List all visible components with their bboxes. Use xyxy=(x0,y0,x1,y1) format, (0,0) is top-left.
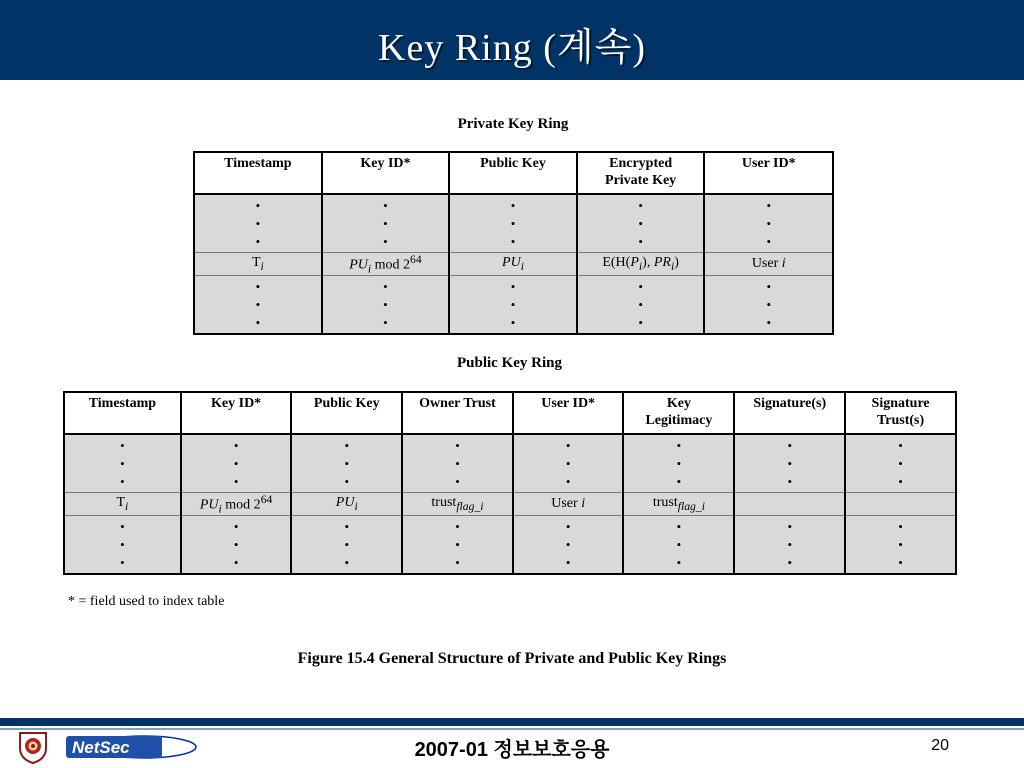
key-cell: trust$_{flag\_i}$ xyxy=(402,493,513,516)
slide-title: Key Ring (계속) xyxy=(378,27,646,69)
header-cell: User ID* xyxy=(704,152,833,194)
footer-bar xyxy=(0,718,1024,726)
header-cell: Signature(s) xyxy=(734,392,845,434)
key-cell: $E(H(P_i)$, $PR_i$) xyxy=(577,253,705,276)
figure-caption: Figure 15.4 General Structure of Private and Public Key Rings xyxy=(297,650,727,667)
netsec-logo-text: NetSec xyxy=(72,738,130,757)
key-cell: $PU_i$ xyxy=(291,493,402,516)
header-cell: Owner Trust xyxy=(402,392,513,434)
header-cell: Encrypted Private Key xyxy=(577,152,705,194)
header-cell: Timestamp xyxy=(64,392,181,434)
key-cell: $T_i$ xyxy=(64,493,181,516)
footer-divider xyxy=(0,728,1024,730)
ellipsis-row: • • • • • • • • • • • • • • • • • • • • • • • • xyxy=(64,516,956,575)
header-cell: Timestamp xyxy=(194,152,322,194)
ellipsis-row: • • • • • • • • • • • • • • • xyxy=(194,194,833,253)
private-ring-caption: Private Key Ring xyxy=(457,116,569,132)
header-cell: Public Key xyxy=(291,392,402,434)
key-row xyxy=(64,493,956,516)
public-ring-caption: Public Key Ring xyxy=(456,355,562,371)
key-cell: trust$_{flag\_i}$ xyxy=(623,493,734,516)
key-cell: User i xyxy=(704,253,833,276)
private-key-ring-table xyxy=(193,151,834,335)
key-cell: $PU_i$ mod $2^{64}$ xyxy=(322,253,449,276)
header-cell: Public Key xyxy=(449,152,577,194)
footnote: * = field used to index table xyxy=(68,594,225,609)
footer-course: 2007-01 정보보호응용 xyxy=(414,739,610,761)
header-cell: Key ID* xyxy=(322,152,449,194)
key-cell: $PU_i$ mod $2^{64}$ xyxy=(181,493,292,516)
ellipsis-row: • • • • • • • • • • • • • • • xyxy=(194,276,833,335)
header-cell: Key ID* xyxy=(181,392,292,434)
key-cell: $T_i$ xyxy=(194,253,322,276)
key-cell xyxy=(734,493,845,516)
header-cell: User ID* xyxy=(513,392,624,434)
header-cell: Key Legitimacy xyxy=(623,392,734,434)
ellipsis-row: • • • • • • • • • • • • • • • • • • • • • • • • xyxy=(64,434,956,493)
key-cell: $PU_i$ xyxy=(449,253,577,276)
header-cell: Signature Trust(s) xyxy=(845,392,956,434)
public-key-ring-table xyxy=(63,391,957,575)
page-number: 20 xyxy=(931,737,949,754)
key-cell: User i xyxy=(513,493,624,516)
key-row xyxy=(194,253,833,276)
key-cell xyxy=(845,493,956,516)
